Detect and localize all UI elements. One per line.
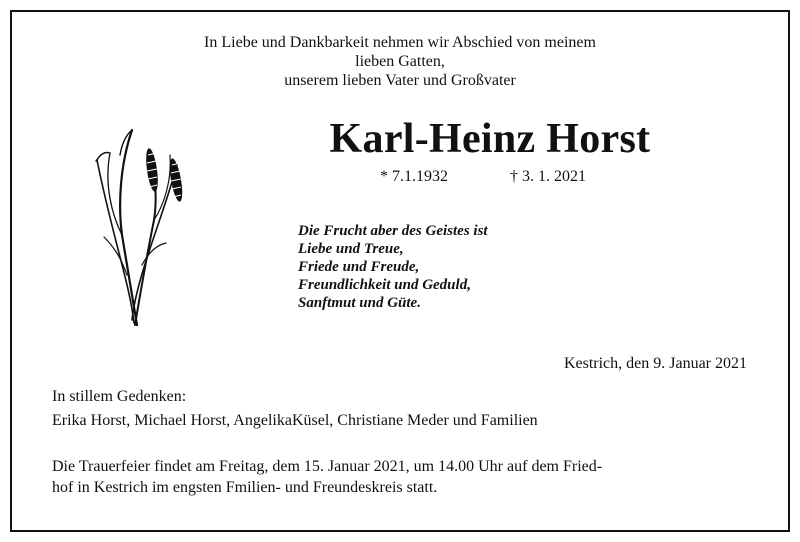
place-and-date: Kestrich, den 9. Januar 2021 — [563, 355, 747, 372]
service-line: hof in Kestrich im engsten Fmilien- und Freundeskreis statt. — [52, 479, 438, 496]
funeral-service-info — [52, 456, 752, 498]
verse-line: Friede und Freude, — [298, 259, 420, 275]
verse-line: Sanftmut und Güte. — [298, 295, 421, 311]
wheat-icon — [92, 125, 192, 330]
intro-line: lieben Gatten, — [355, 53, 445, 70]
birth-date: * 7.1.1932 — [380, 168, 448, 185]
deceased-name: Karl-Heinz Horst — [329, 116, 651, 162]
intro-line: unserem lieben Vater und Großvater — [284, 72, 516, 89]
intro-text — [0, 33, 800, 90]
verse-line: Freundlichkeit und Geduld, — [298, 277, 471, 293]
remembrance-heading: In stillem Gedenken: — [52, 388, 187, 405]
verse-line: Liebe und Treue, — [298, 241, 404, 257]
death-date: † 3. 1. 2021 — [510, 168, 586, 185]
intro-line: In Liebe und Dankbarkeit nehmen wir Abschied von meinem — [204, 34, 596, 51]
service-line: Die Trauerfeier findet am Freitag, dem 15. Januar 2021, um 14.00 Uhr auf dem Fried- — [52, 458, 603, 475]
mourners-list: Erika Horst, Michael Horst, AngelikaKüsel, Christiane Meder und Familien — [52, 412, 538, 429]
verse-line: Die Frucht aber des Geistes ist — [298, 223, 488, 239]
bible-verse — [298, 222, 488, 312]
